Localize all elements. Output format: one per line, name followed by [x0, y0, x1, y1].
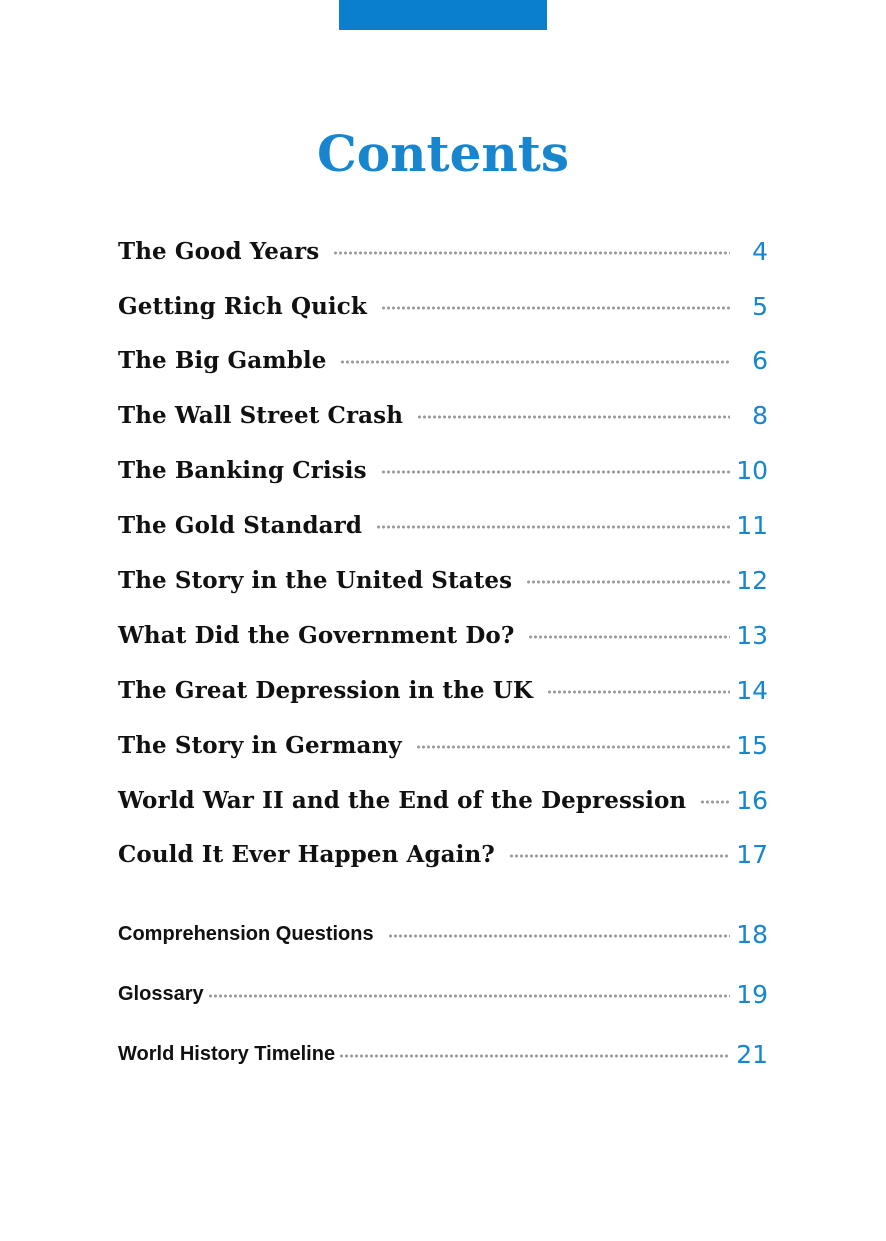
toc-entry[interactable]	[118, 725, 768, 765]
toc-page-number: 15	[736, 730, 768, 760]
toc-entry-title: The Story in Germany	[118, 731, 402, 759]
dot-leader	[526, 580, 730, 584]
dot-leader	[509, 854, 730, 858]
toc-page-number: 17	[736, 839, 768, 869]
toc-page-number: 14	[736, 675, 768, 705]
toc-entry[interactable]	[118, 450, 768, 490]
toc-page-number: 19	[736, 979, 768, 1009]
toc-entry[interactable]	[118, 340, 768, 380]
toc-entry-title: The Story in the United States	[118, 566, 513, 594]
toc-entry-title: The Great Depression in the UK	[118, 676, 534, 704]
toc-entry-title: Getting Rich Quick	[118, 292, 367, 320]
dot-leader	[547, 690, 730, 694]
toc-entry-title: Could It Ever Happen Again?	[118, 840, 495, 868]
toc-entry[interactable]	[118, 505, 768, 545]
toc-entry[interactable]	[118, 395, 768, 435]
toc-entry-title: The Good Years	[118, 237, 320, 265]
page-title: Contents	[316, 124, 569, 183]
toc-page-number: 13	[736, 620, 768, 650]
toc-page-number: 16	[736, 785, 768, 815]
toc-entry[interactable]	[118, 231, 768, 271]
dot-leader	[381, 470, 730, 474]
toc-entry-title: Comprehension Questions	[118, 922, 374, 945]
dot-leader	[388, 934, 730, 938]
toc-page-number: 8	[752, 400, 768, 430]
toc-entry-title: The Big Gamble	[118, 346, 327, 374]
dot-leader	[339, 1054, 730, 1058]
toc-page-number: 10	[736, 455, 768, 485]
toc-entry-title: World History Timeline	[118, 1042, 336, 1065]
toc-page-number: 12	[736, 565, 768, 595]
toc-extra-entry[interactable]	[118, 1034, 768, 1074]
dot-leader	[333, 251, 730, 255]
toc-entry[interactable]	[118, 615, 768, 655]
toc-entry[interactable]	[118, 780, 768, 820]
toc-entry[interactable]	[118, 834, 768, 874]
toc-page-number: 4	[752, 236, 768, 266]
dot-leader	[340, 360, 730, 364]
toc-entry-title: The Gold Standard	[118, 511, 363, 539]
dot-leader	[381, 306, 730, 310]
toc-page-number: 18	[736, 919, 768, 949]
dot-leader	[208, 994, 730, 998]
toc-page-number: 6	[752, 345, 768, 375]
toc-entry-title: Glossary	[118, 982, 204, 1005]
top-color-bar	[339, 0, 547, 30]
toc-entry[interactable]	[118, 286, 768, 326]
dot-leader	[416, 745, 730, 749]
dot-leader	[417, 415, 730, 419]
dot-leader	[376, 525, 730, 529]
toc-page-number: 11	[736, 510, 768, 540]
dot-leader	[528, 635, 730, 639]
toc-entry-title: What Did the Government Do?	[118, 621, 515, 649]
toc-page-number: 21	[736, 1039, 768, 1069]
toc-entry-title: World War II and the End of the Depression	[118, 786, 687, 814]
toc-extra-entry[interactable]	[118, 974, 768, 1014]
toc-entry[interactable]	[118, 560, 768, 600]
toc-page-number: 5	[752, 291, 768, 321]
dot-leader	[700, 800, 730, 804]
toc-entry-title: The Wall Street Crash	[118, 401, 404, 429]
toc-entry-title: The Banking Crisis	[118, 456, 367, 484]
toc-entry[interactable]	[118, 670, 768, 710]
toc-extra-entry[interactable]	[118, 914, 768, 954]
